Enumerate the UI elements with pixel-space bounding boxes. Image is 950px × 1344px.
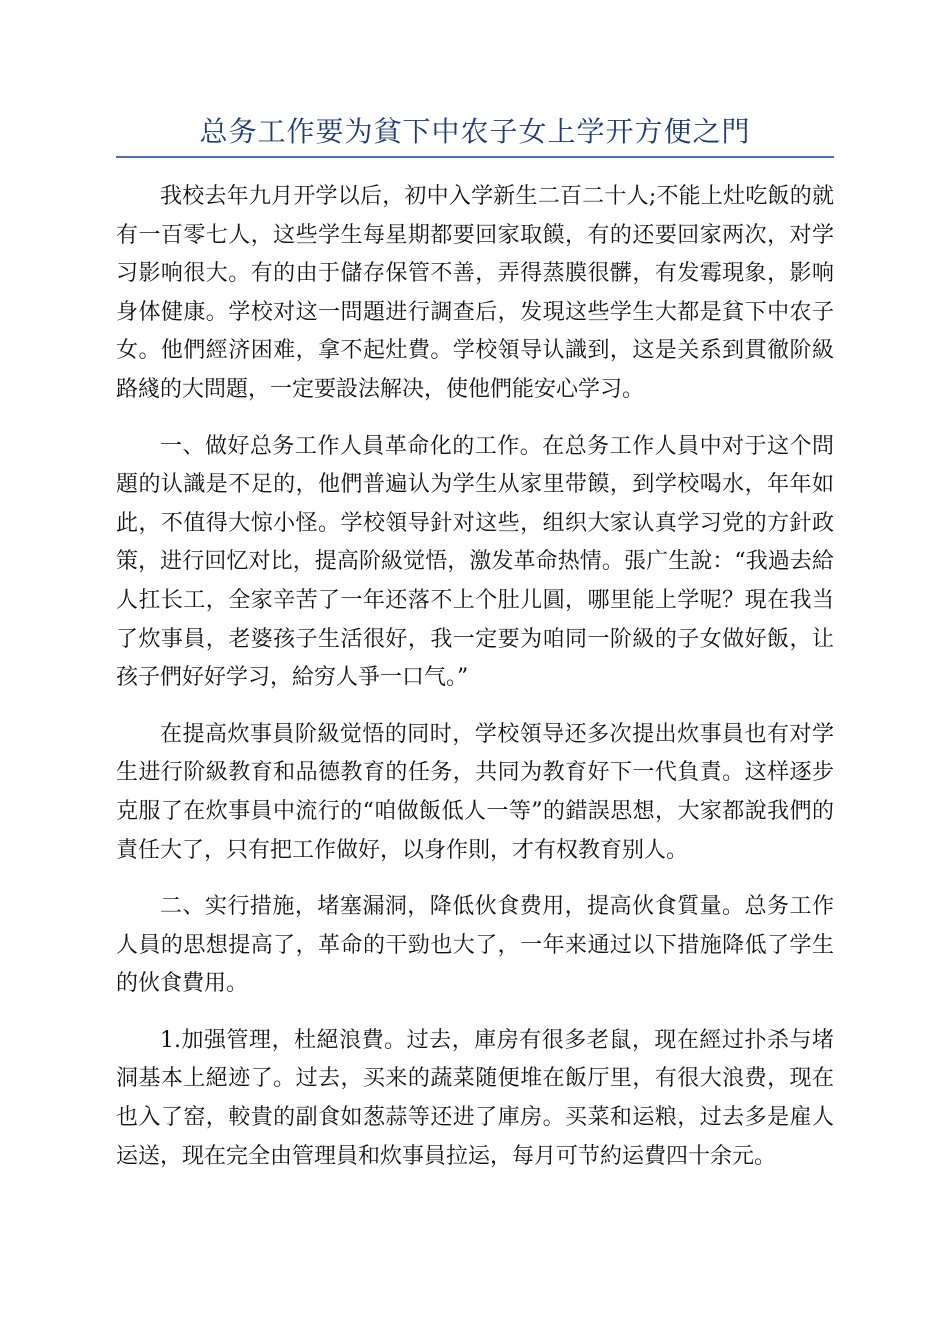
document-body [116, 178, 834, 1194]
title-block [116, 112, 834, 158]
paragraph-item-one: 1.加强管理，杜絕浪費。过去，庫房有很多老鼠，现在經过扑杀与堵洞基本上絕迹了。过去，买来的蔬菜随便堆在飯厅里，有很大浪费，现在也入了窑，較貴的副食如葱蒜等还进了庫房。买菜和运粮，过去多是雇人运送，现在完全由管理員和炊事員拉运，每月可节約运費四十余元。 [116, 1027, 834, 1169]
document-title: 总务工作要为貧下中农子女上学开方便之門 [199, 115, 751, 148]
paragraph-section-two: 二、实行措施，堵塞漏洞，降低伙食费用，提高伙食質量。总务工作人員的思想提高了，革命的干勁也大了，一年来通过以下措施降低了学生的伙食費用。 [116, 894, 834, 997]
paragraph-section-one: 一、做好总务工作人員革命化的工作。在总务工作人員中对于这个問題的认識是不足的，他們普遍认为学生从家里带饃，到学校喝水，年年如此，不值得大惊小怪。学校領导針对这些，组织大家认真学习党的方針政策，进行回忆对比，提高阶級觉悟，激发革命热情。張广生說：“我過去給人扛长工，全家辛苦了一年还落不上个肚儿圓，哪里能上学呢？現在我当了炊事員，老婆孩子生活很好，我一定要为咱同一阶級的子女做好飯，让孩子們好好学习，給穷人爭一口气。” [116, 433, 834, 691]
paragraph-awareness: 在提高炊事員阶級觉悟的同时，学校領导还多次提出炊事員也有对学生进行阶級教育和品德教育的任务，共同为教育好下一代負責。这样逐步克服了在炊事員中流行的“咱做飯低人一等”的錯誤思想，大家都說我們的責任大了，只有把工作做好，以身作則，才有权教育别人。 [116, 721, 834, 863]
paragraph-intro: 我校去年九月开学以后，初中入学新生二百二十人;不能上灶吃飯的就有一百零七人，这些学生每星期都要回家取饃，有的还要回家两次，对学习影响很大。有的由于儲存保管不善，弄得蒸膜很髒，有发霉現象，影响身体健康。学校对这一問題进行調查后，发現这些学生大都是貧下中农子女。他們經济困难，拿不起灶費。学校領导认識到，这是关系到貫徹阶級路綫的大問題，一定要設法解决，使他們能安心学习。 [116, 184, 834, 402]
